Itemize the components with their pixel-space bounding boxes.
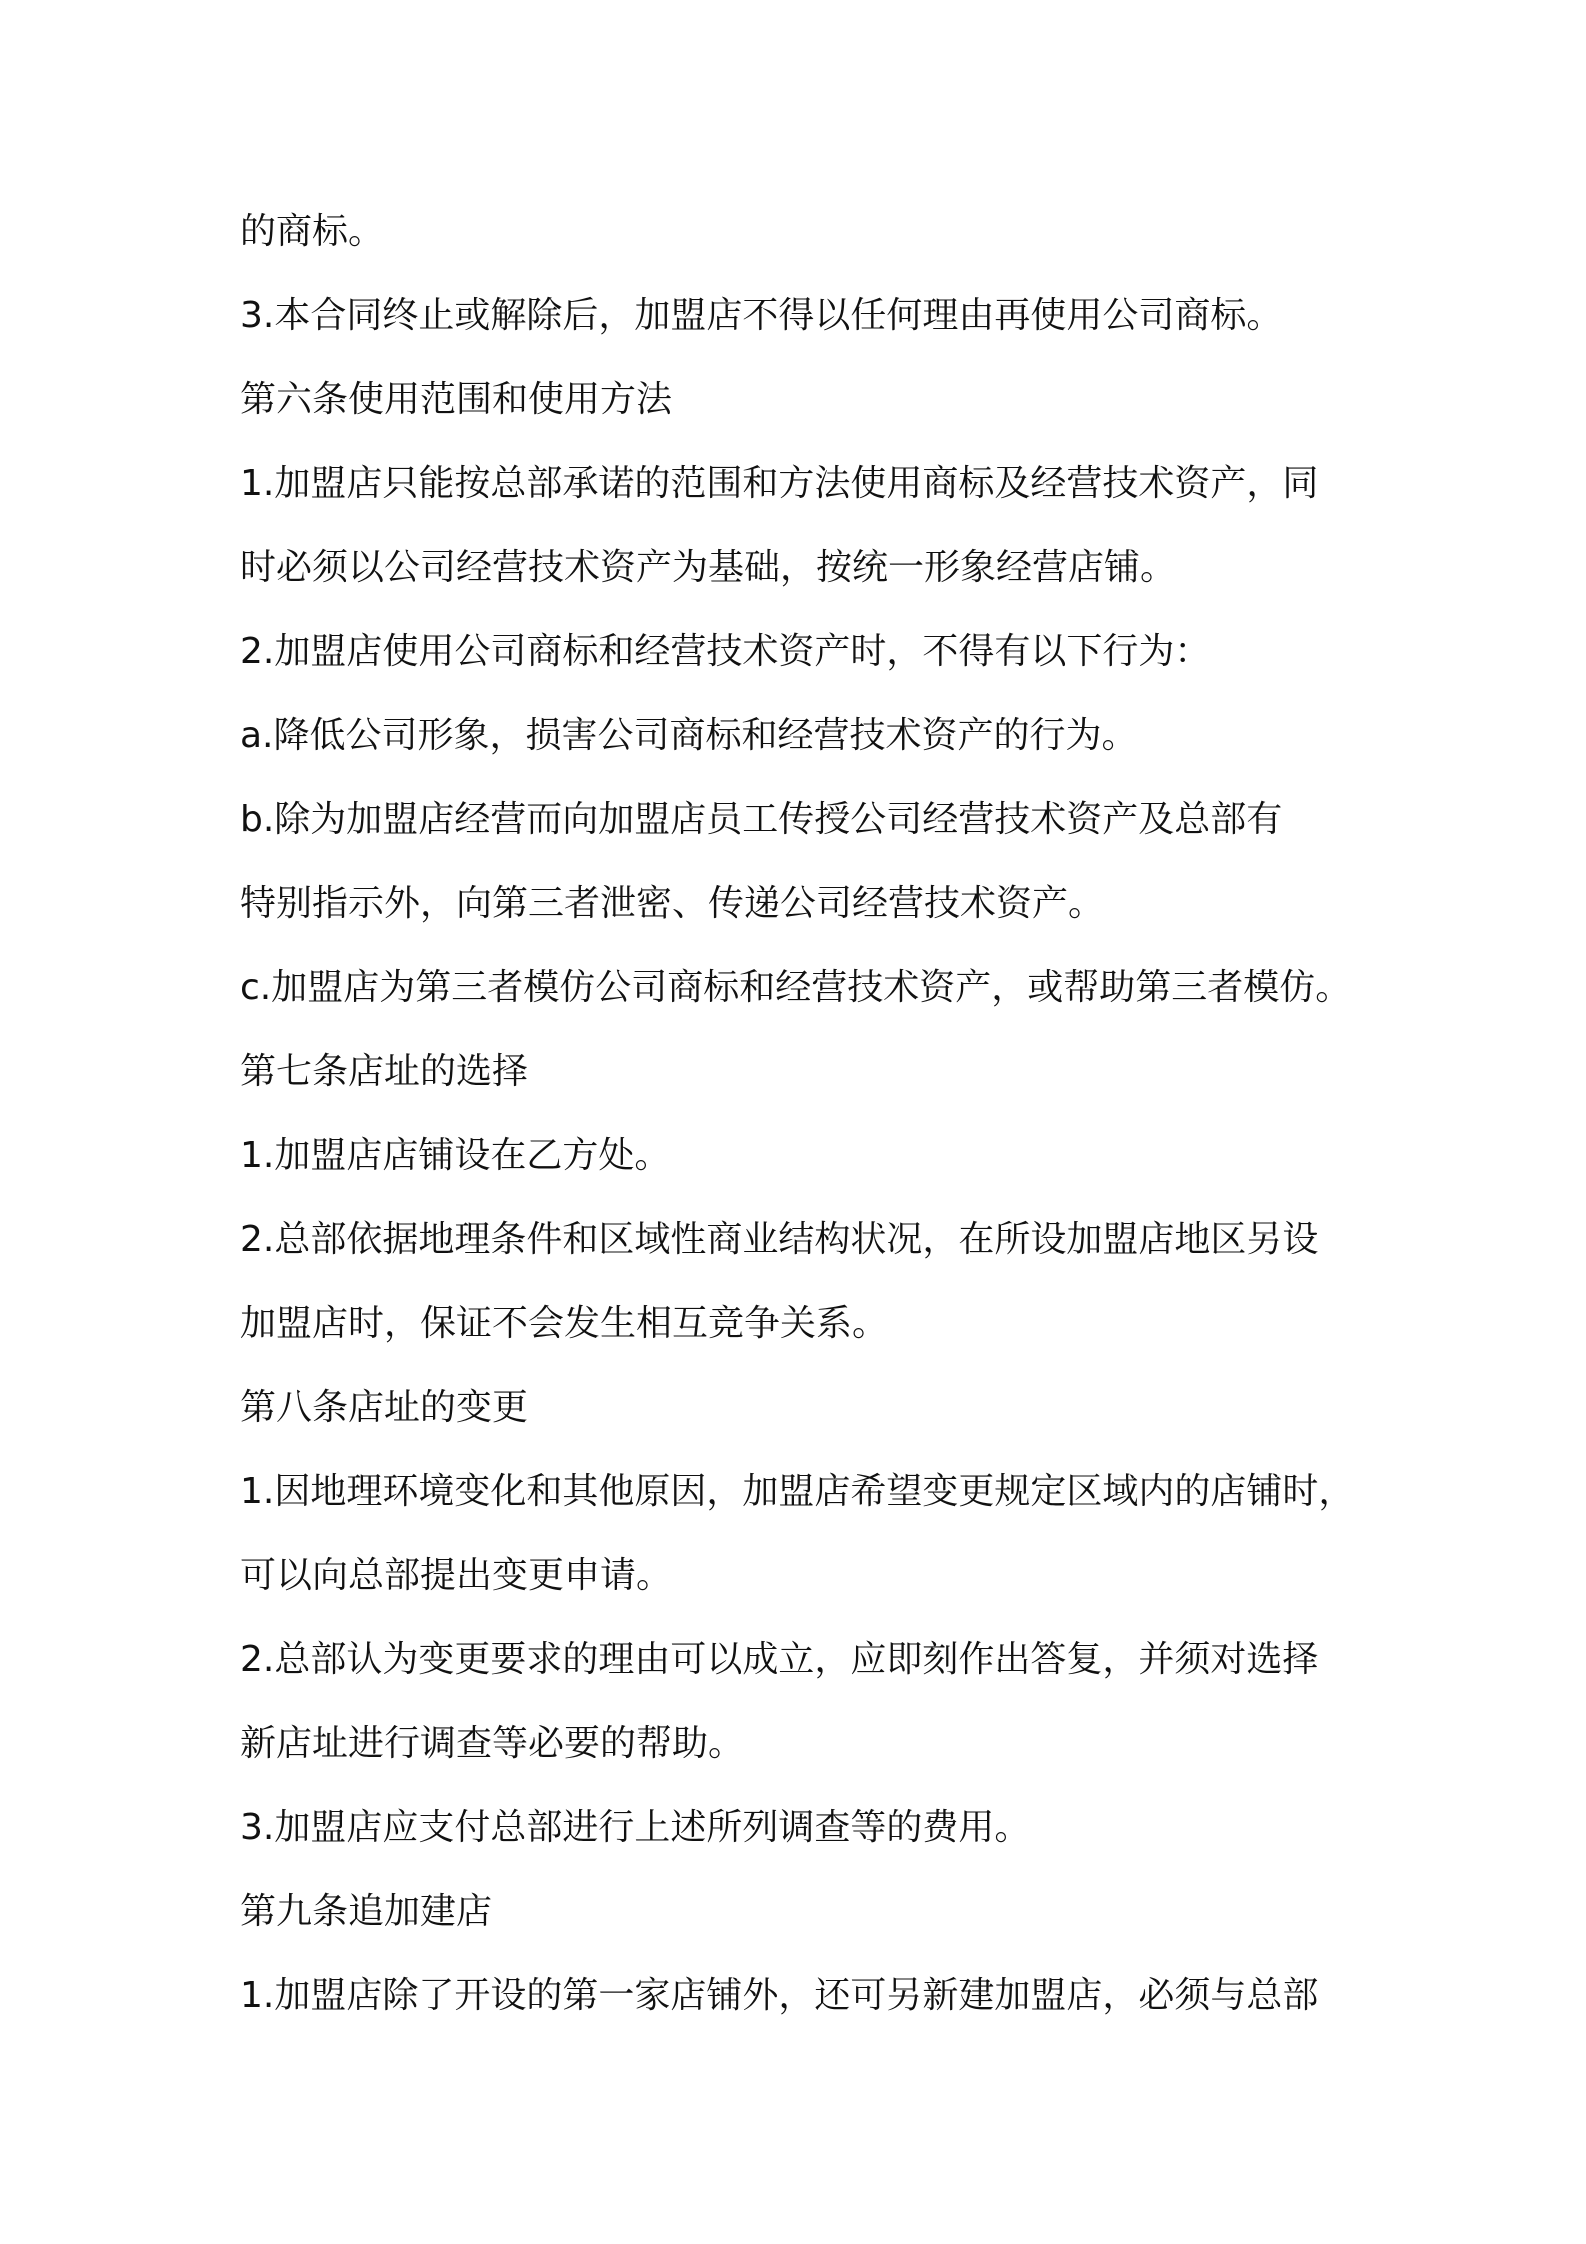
text-line: c.加盟店为第三者模仿公司商标和经营技术资产，或帮助第三者模仿。	[240, 967, 1352, 1008]
text-line: 2.加盟店使用公司商标和经营技术资产时，不得有以下行为：	[240, 631, 1211, 672]
text-line: 1.加盟店除了开设的第一家店铺外，还可另新建加盟店，必须与总部	[240, 1975, 1319, 2016]
text-line: b.除为加盟店经营而向加盟店员工传授公司经营技术资产及总部有	[240, 799, 1283, 840]
section-heading: 第六条使用范围和使用方法	[240, 379, 673, 420]
section-heading: 第九条追加建店	[240, 1891, 493, 1932]
text-line: 加盟店时，保证不会发生相互竞争关系。	[240, 1303, 889, 1344]
text-line: 的商标。	[240, 211, 385, 252]
text-line: 2.总部认为变更要求的理由可以成立，应即刻作出答复，并须对选择	[240, 1639, 1319, 1680]
text-line: 特别指示外，向第三者泄密、传递公司经营技术资产。	[240, 883, 1105, 924]
text-line: 新店址进行调查等必要的帮助。	[240, 1723, 745, 1764]
text-line: 1.因地理环境变化和其他原因，加盟店希望变更规定区域内的店铺时，	[240, 1471, 1355, 1512]
text-line: 3.本合同终止或解除后，加盟店不得以任何理由再使用公司商标。	[240, 295, 1283, 336]
text-line: 2.总部依据地理条件和区域性商业结构状况，在所设加盟店地区另设	[240, 1219, 1319, 1260]
section-heading: 第七条店址的选择	[240, 1051, 529, 1092]
text-line: 可以向总部提出变更申请。	[240, 1555, 673, 1596]
text-line: 时必须以公司经营技术资产为基础，按统一形象经营店铺。	[240, 547, 1177, 588]
document-body	[240, 190, 1380, 2038]
text-line: 3.加盟店应支付总部进行上述所列调查等的费用。	[240, 1807, 1031, 1848]
section-heading: 第八条店址的变更	[240, 1387, 529, 1428]
text-line: a.降低公司形象，损害公司商标和经营技术资产的行为。	[240, 715, 1138, 756]
text-line: 1.加盟店店铺设在乙方处。	[240, 1135, 671, 1176]
text-line: 1.加盟店只能按总部承诺的范围和方法使用商标及经营技术资产，同	[240, 463, 1319, 504]
